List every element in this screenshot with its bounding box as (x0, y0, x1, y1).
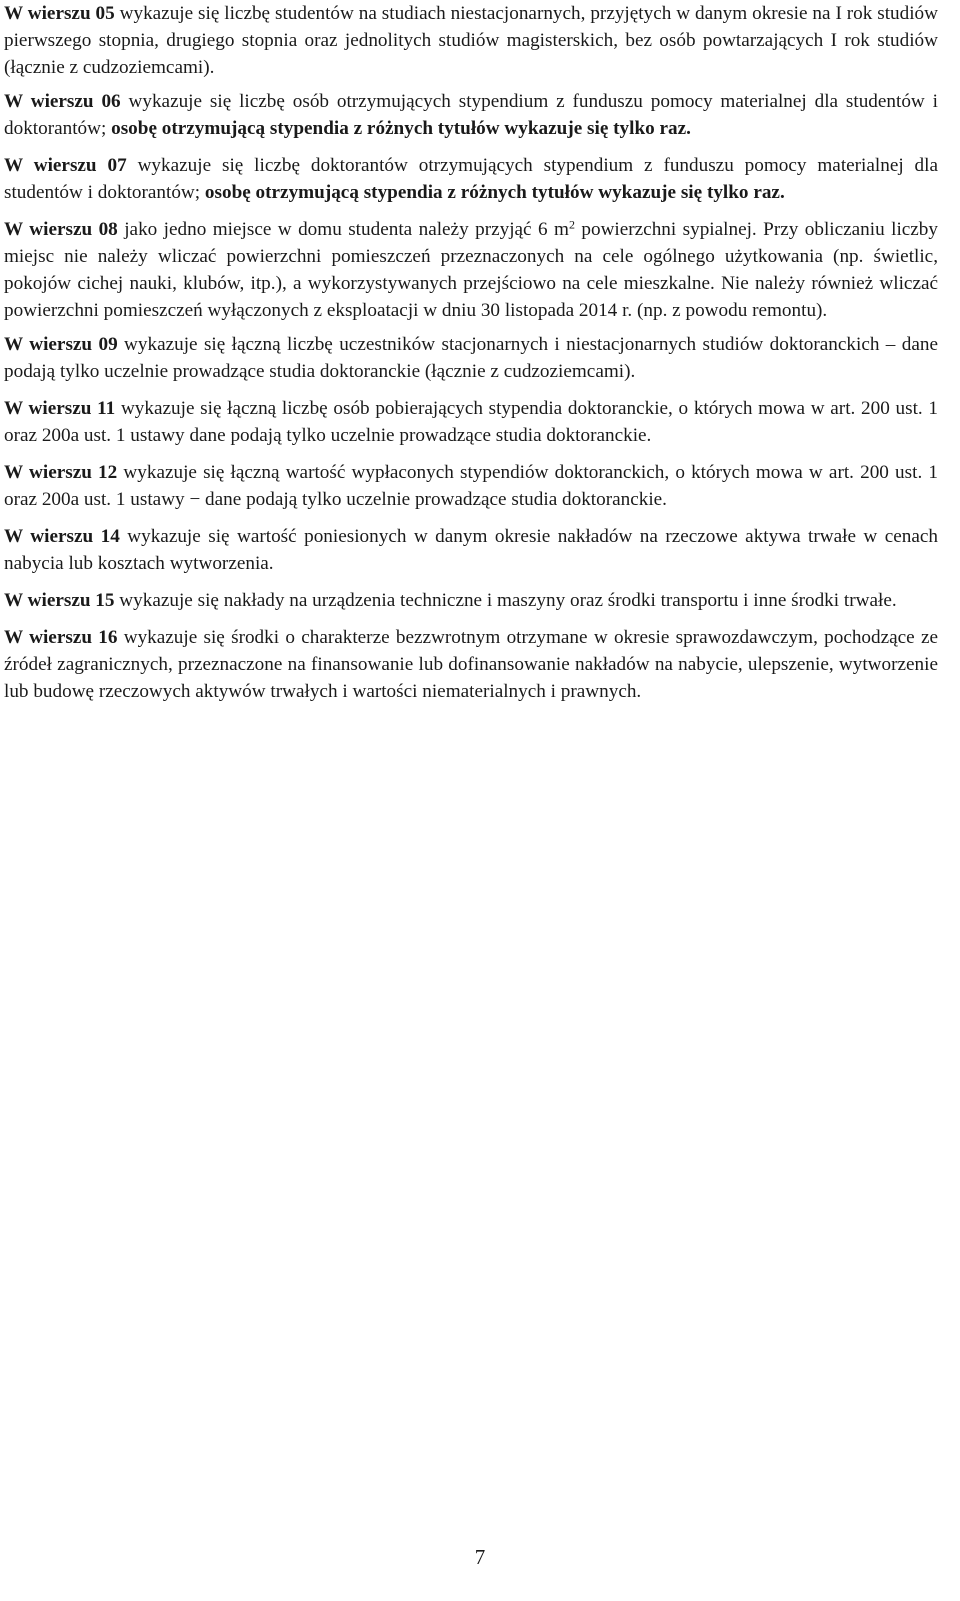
paragraph-row-05 (4, 0, 938, 81)
paragraph-text: wykazuje się środki o charakterze bezzwrotnym otrzymane w okresie sprawozdawczym, pochodzące ze źródeł zagranicznych, przeznaczone na finansowanie lub dofinansowanie nakładów na nabycie, ulepszenie, wytworzenie lub budowę rzeczowych aktywów trwałych i wartości niematerialnych i prawnych. (4, 627, 938, 702)
row-reference: W wierszu 07 (4, 155, 127, 176)
document-body (4, 0, 938, 715)
emphasis-text: osobę otrzymującą stypendia z różnych tytułów wykazuje się tylko raz. (111, 118, 691, 139)
paragraph-text: wykazuje się łączną wartość wypłaconych stypendiów doktoranckich, o których mowa w art. 200 ust. 1 oraz 200a ust. 1 ustawy − dane podają tylko uczelnie prowadzące studia doktoranckie. (4, 462, 938, 510)
paragraph-text: wykazuje się liczbę doktorantów otrzymujących stypendium z funduszu pomocy materialnej dla studentów i doktorantów; (4, 155, 939, 203)
paragraph-text: jako jedno miejsce w domu studenta należy przyjąć 6 m (117, 219, 569, 240)
row-reference: W wierszu 15 (4, 590, 115, 611)
paragraph-row-12 (4, 459, 938, 513)
row-reference: W wierszu 16 (4, 627, 118, 648)
paragraph-row-14 (4, 523, 938, 577)
paragraph-row-11 (4, 395, 938, 449)
row-reference: W wierszu 11 (4, 398, 116, 419)
paragraph-text-continued: powierzchni sypialnej. Przy obliczaniu liczby miejsc nie należy wliczać powierzchni pomieszczeń przeznaczonych na cele ogólnego użytkowania (np. świetlic, pokojów cichej nauki, klubów, itp.), a wykorzystywanych przejściowo na cele mieszkalne. Nie należy również wliczać powierzchni pomieszczeń wyłączonych z eksploatacji w dniu 30 listopada 2014 r. (np. z powodu remontu). (4, 219, 938, 321)
paragraph-row-16 (4, 624, 938, 705)
paragraph-row-15 (4, 587, 938, 614)
paragraph-row-06 (4, 88, 938, 142)
paragraph-row-09 (4, 331, 938, 385)
paragraph-text: wykazuje się nakłady na urządzenia techniczne i maszyny oraz środki transportu i inne środki trwałe. (114, 590, 897, 611)
row-reference: W wierszu 14 (4, 526, 120, 547)
emphasis-text: osobę otrzymującą stypendia z różnych tytułów wykazuje się tylko raz. (204, 182, 785, 203)
row-reference: W wierszu 08 (4, 219, 118, 240)
paragraph-text: wykazuje się łączną liczbę osób pobierających stypendia doktoranckie, o których mowa w art. 200 ust. 1 oraz 200a ust. 1 ustawy dane podają tylko uczelnie prowadzące studia doktoranckie. (4, 398, 938, 446)
paragraph-row-07 (4, 152, 938, 206)
superscript: 2 (568, 217, 575, 232)
row-reference: W wierszu 06 (4, 91, 121, 112)
paragraph-text: wykazuje się liczbę osób otrzymujących stypendium z funduszu pomocy materialnej dla studentów i doktorantów; (4, 91, 938, 139)
row-reference: W wierszu 05 (4, 3, 115, 24)
row-reference: W wierszu 12 (4, 462, 118, 483)
paragraph-text: wykazuje się łączną liczbę uczestników stacjonarnych i niestacjonarnych studiów doktoranckich – dane podają tylko uczelnie prowadzące studia doktoranckie (łącznie z cudzoziemcami). (4, 334, 939, 382)
page-number: 7 (474, 1545, 486, 1569)
row-reference: W wierszu 09 (4, 334, 118, 355)
paragraph-row-08 (4, 216, 938, 324)
paragraph-text: wykazuje się liczbę studentów na studiach niestacjonarnych, przyjętych w danym okresie na I rok studiów pierwszego stopnia, drugiego stopnia oraz jednolitych studiów magisterskich, bez osób powtarzających I rok studiów (łącznie z cudzoziemcami). (4, 3, 938, 78)
paragraph-text: wykazuje się wartość poniesionych w danym okresie nakładów na rzeczowe aktywa trwałe w cenach nabycia lub kosztach wytworzenia. (4, 526, 938, 574)
